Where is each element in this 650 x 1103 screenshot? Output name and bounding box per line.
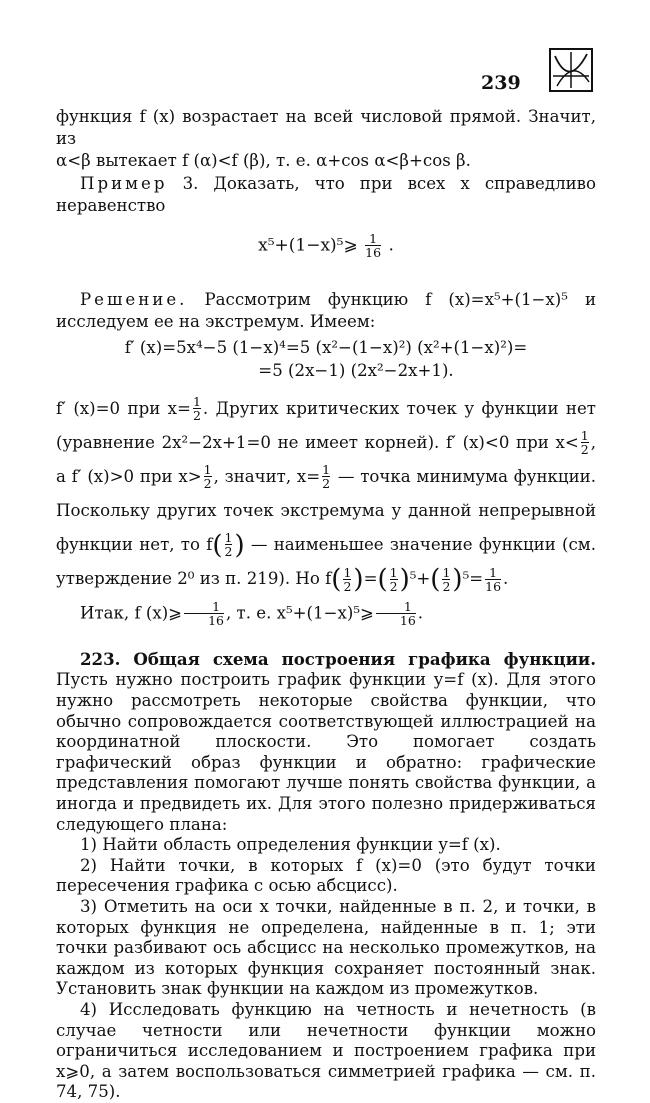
- numerator: 1: [192, 394, 201, 410]
- denominator: 2: [343, 578, 352, 594]
- formula-text: x⁵+(1−x)⁵⩾: [258, 235, 358, 256]
- example-paragraph: [56, 173, 596, 217]
- derivative-line-2: =5 (2x−1) (2x²−2x+1).: [258, 360, 454, 380]
- fraction: [389, 564, 398, 594]
- plan-step-4: 4) Исследовать функцию на четность и нечетность (в случае четности или нечетности функции можно ограничиться исследованием и построением графика при x⩾0, а затем воспользоваться симметрией графика — см. п. 74, 75).: [56, 999, 596, 1102]
- analysis-paragraph: f′ (x)=0 при x= $\frac{1}{2}$ . Других критических точек у функции нет (уравнение 2x²−2x+1=0 не имеет корней). f′ (x)<0 при x< $\frac{1}{2}$ , а f′ (x)>0 при x> $\frac{1}{2}$ , значит, x= $\frac{1}{2}$ — точка минимума функции. Поскольку других точек экстремума у данной непрерывной функции нет, то f( $\frac{1}{2}$ ) — наименьшее значение функции (см. утверждение 2⁰ из п. 219). Но f( $\frac{1}{2}$ )=( $\frac{1}{2}$ )⁵+( $\frac{1}{2}$ )⁵= $\frac{1}{16}$ .: [56, 394, 596, 595]
- text-run: f′ (x)=0 при x=: [56, 398, 191, 418]
- fraction: [485, 564, 502, 594]
- section-text: Пусть нужно построить график функции y=f (x). Для этого нужно рассмотреть некоторые свойства функции, что обычно сопровождается соответствующей иллюстрацией на координатной плоскости. Это помогает создать графический образ функции и обратно: графические представления помогают лучше понять свойства функции, а иногда и предвидеть их. Для этого полезно придерживаться следующего плана:: [56, 670, 596, 834]
- denominator: 2: [442, 578, 451, 594]
- fraction: [184, 598, 224, 628]
- numerator: 1: [224, 530, 233, 546]
- text-run: ⁵=: [462, 569, 484, 589]
- denominator: 16: [365, 245, 382, 261]
- plan-step-2: 2) Найти точки, в которых f (x)=0 (это будут точки пересечения графика с осью абсцисс).: [56, 855, 596, 896]
- fraction: [193, 396, 201, 422]
- denominator: 2: [224, 544, 233, 560]
- section-title: 223. Общая схема построения графика функции.: [80, 648, 596, 669]
- numerator: 1: [322, 462, 331, 478]
- text-run: .: [503, 569, 509, 589]
- fraction: [581, 430, 589, 456]
- solution-label: Решение.: [80, 290, 188, 310]
- fraction: [225, 532, 233, 558]
- text-run: .: [417, 603, 424, 623]
- plan-step-3: 3) Отметить на оси x точки, найденные в п. 2, и точки, в которых функция не определена, найденные в п. 1; эти точки разбивают ось абсцисс на несколько промежутков, на каждом из которых функция сохраняет постоянный знак. Установить знак функции на каждом из промежутков.: [56, 896, 596, 999]
- denominator: 16: [485, 578, 502, 594]
- fraction: [343, 564, 352, 594]
- text-line: функция f (x) возрастает на всей числовой прямой. Значит, из: [56, 107, 596, 149]
- page-body: [56, 66, 596, 1103]
- example-text: 3. Доказать, что при всех x справедливо неравенство: [56, 173, 596, 215]
- text-run: , значит, x=: [213, 466, 321, 486]
- text-run: Итак, f (x)⩾: [80, 603, 183, 623]
- inequality-formula: [56, 233, 596, 259]
- text-run: — наименьшее значение функции (см. утверждение 2⁰ из п. 219). Но f: [56, 534, 596, 589]
- text-line: α<β вытекает f (α)<f (β), т. е. α+cos α<β+cos β.: [56, 151, 471, 171]
- text-run: =: [363, 569, 378, 589]
- fraction: [365, 233, 381, 259]
- formula-text: .: [388, 235, 394, 256]
- denominator: 2: [203, 476, 212, 492]
- numerator: 1: [212, 598, 221, 614]
- denominator: 2: [192, 408, 201, 424]
- derivative-line-1: f′ (x)=5x⁴−5 (1−x)⁴=5 (x²−(1−x)²) (x²+(1−x)²)=: [124, 338, 528, 358]
- text-run: — точка минимума функции. Поскольку других точек экстремума у данной непрерывной функции нет, то f: [56, 466, 596, 554]
- section-223: [56, 649, 596, 835]
- numerator: 1: [343, 564, 352, 580]
- denominator: 16: [376, 613, 416, 627]
- solution-text: Рассмотрим функцию f (x)=x⁵+(1−x)⁵ и исследуем ее на экстремум. Имеем:: [56, 290, 596, 332]
- solution-paragraph: [56, 289, 596, 333]
- plan-step-1: 1) Найти область определения функции y=f (x).: [80, 835, 501, 855]
- numerator: 1: [580, 428, 589, 444]
- fraction: [442, 564, 451, 594]
- numerator: 1: [442, 564, 451, 580]
- fraction: [376, 598, 416, 628]
- text-run: . Других критических точек у функции нет (уравнение 2x²−2x+1=0 не имеет корней). f′ (x)<0 при x<: [56, 398, 596, 452]
- numerator: 1: [403, 598, 412, 614]
- numerator: 1: [369, 231, 378, 247]
- denominator: 2: [580, 442, 589, 458]
- text-run: , а f′ (x)>0 при x>: [56, 432, 596, 486]
- text-run: , т. е. x⁵+(1−x)⁵⩾: [226, 603, 374, 623]
- numerator: 1: [203, 462, 212, 478]
- denominator: 2: [322, 476, 331, 492]
- denominator: 16: [184, 613, 224, 627]
- denominator: 2: [389, 578, 398, 594]
- fraction: [204, 464, 212, 490]
- example-label: Пример: [80, 173, 168, 193]
- text-run: ⁵+: [409, 569, 431, 589]
- page-number: 239: [481, 72, 521, 94]
- fraction: [322, 464, 330, 490]
- numerator: 1: [489, 564, 498, 580]
- conclusion-line: [56, 598, 596, 628]
- numerator: 1: [389, 564, 398, 580]
